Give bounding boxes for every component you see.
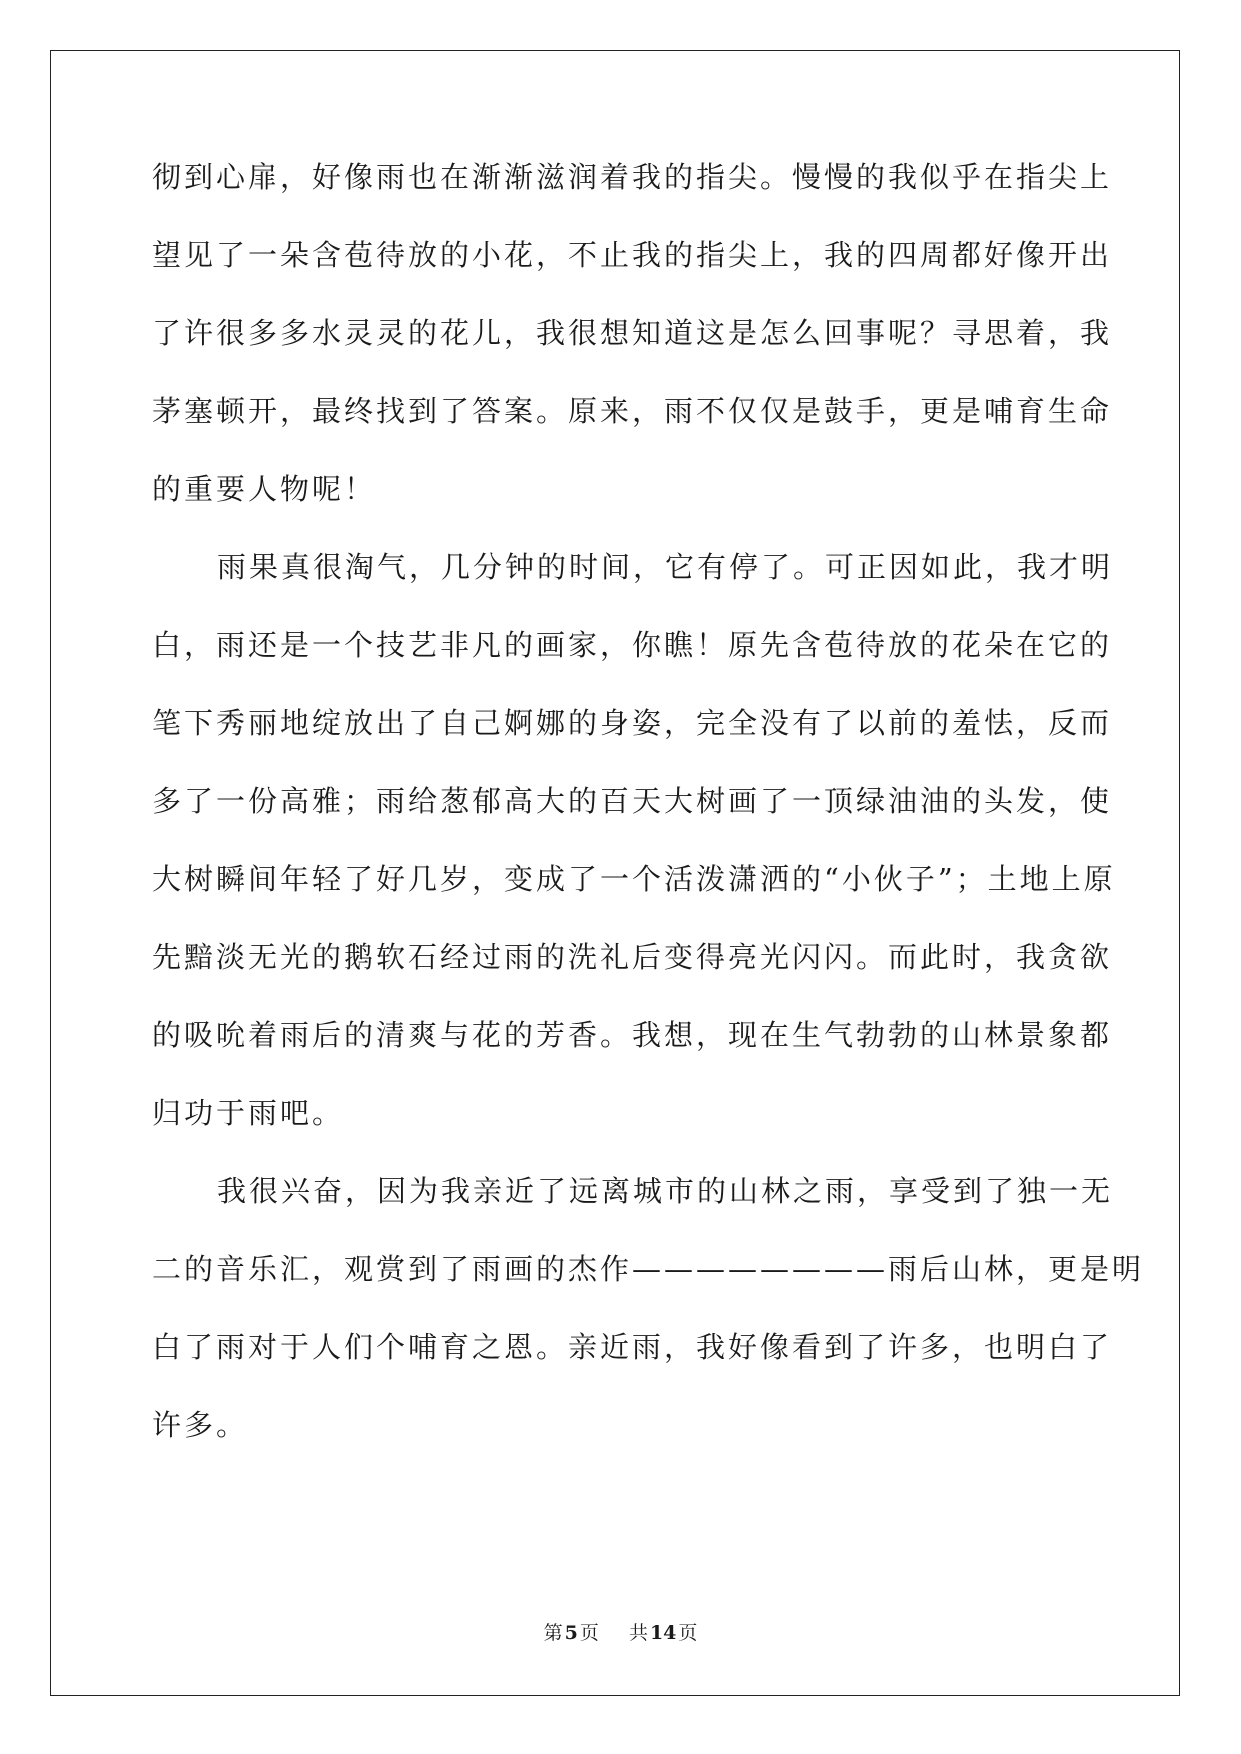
page-number: 5 bbox=[564, 1622, 578, 1644]
page-footer bbox=[0, 1618, 1241, 1645]
document-body bbox=[152, 160, 1145, 1486]
text-line: 的吸吮着雨后的清爽与花的芳香。我想，现在生气勃勃的山林景象都 bbox=[152, 1018, 1113, 1052]
total-pages: 14 bbox=[649, 1622, 677, 1644]
page-prefix: 第 bbox=[543, 1622, 563, 1644]
text-line: 二的音乐汇，观赏到了雨画的杰作————————雨后山林，更是明 bbox=[152, 1252, 1145, 1286]
text-line: 白了雨对于人们个哺育之恩。亲近雨，我好像看到了许多，也明白了 bbox=[152, 1330, 1113, 1364]
total-prefix: 共 bbox=[628, 1622, 648, 1644]
text-line: 茅塞顿开，最终找到了答案。原来，雨不仅仅是鼓手，更是哺育生命 bbox=[152, 394, 1113, 428]
page-suffix: 页 bbox=[579, 1622, 599, 1644]
text-line: 归功于雨吧。 bbox=[152, 1096, 345, 1130]
text-line: 彻到心扉，好像雨也在渐渐滋润着我的指尖。慢慢的我似乎在指尖上 bbox=[152, 160, 1113, 194]
text-line: 先黯淡无光的鹅软石经过雨的洗礼后变得亮光闪闪。而此时，我贪欲 bbox=[152, 940, 1113, 974]
text-line: 白，雨还是一个技艺非凡的画家，你瞧！原先含苞待放的花朵在它的 bbox=[152, 628, 1113, 662]
text-line: 多了一份高雅；雨给葱郁高大的百天大树画了一顶绿油油的头发，使 bbox=[152, 784, 1113, 818]
text-line: 了许很多多水灵灵的花儿，我很想知道这是怎么回事呢？寻思着，我 bbox=[152, 316, 1113, 350]
text-line: 许多。 bbox=[152, 1408, 249, 1442]
text-line: 望见了一朵含苞待放的小花，不止我的指尖上，我的四周都好像开出 bbox=[152, 238, 1113, 272]
text-line: 我很兴奋，因为我亲近了远离城市的山林之雨，享受到了独一无 bbox=[217, 1174, 1114, 1208]
total-suffix: 页 bbox=[678, 1622, 698, 1644]
text-line: 大树瞬间年轻了好几岁，变成了一个活泼潇洒的“小伙子”；土地上原 bbox=[152, 862, 1116, 896]
text-line: 的重要人物呢！ bbox=[152, 472, 377, 506]
text-line: 笔下秀丽地绽放出了自己婀娜的身姿，完全没有了以前的羞怯，反而 bbox=[152, 706, 1113, 740]
text-line: 雨果真很淘气，几分钟的时间，它有停了。可正因如此，我才明 bbox=[217, 550, 1114, 584]
